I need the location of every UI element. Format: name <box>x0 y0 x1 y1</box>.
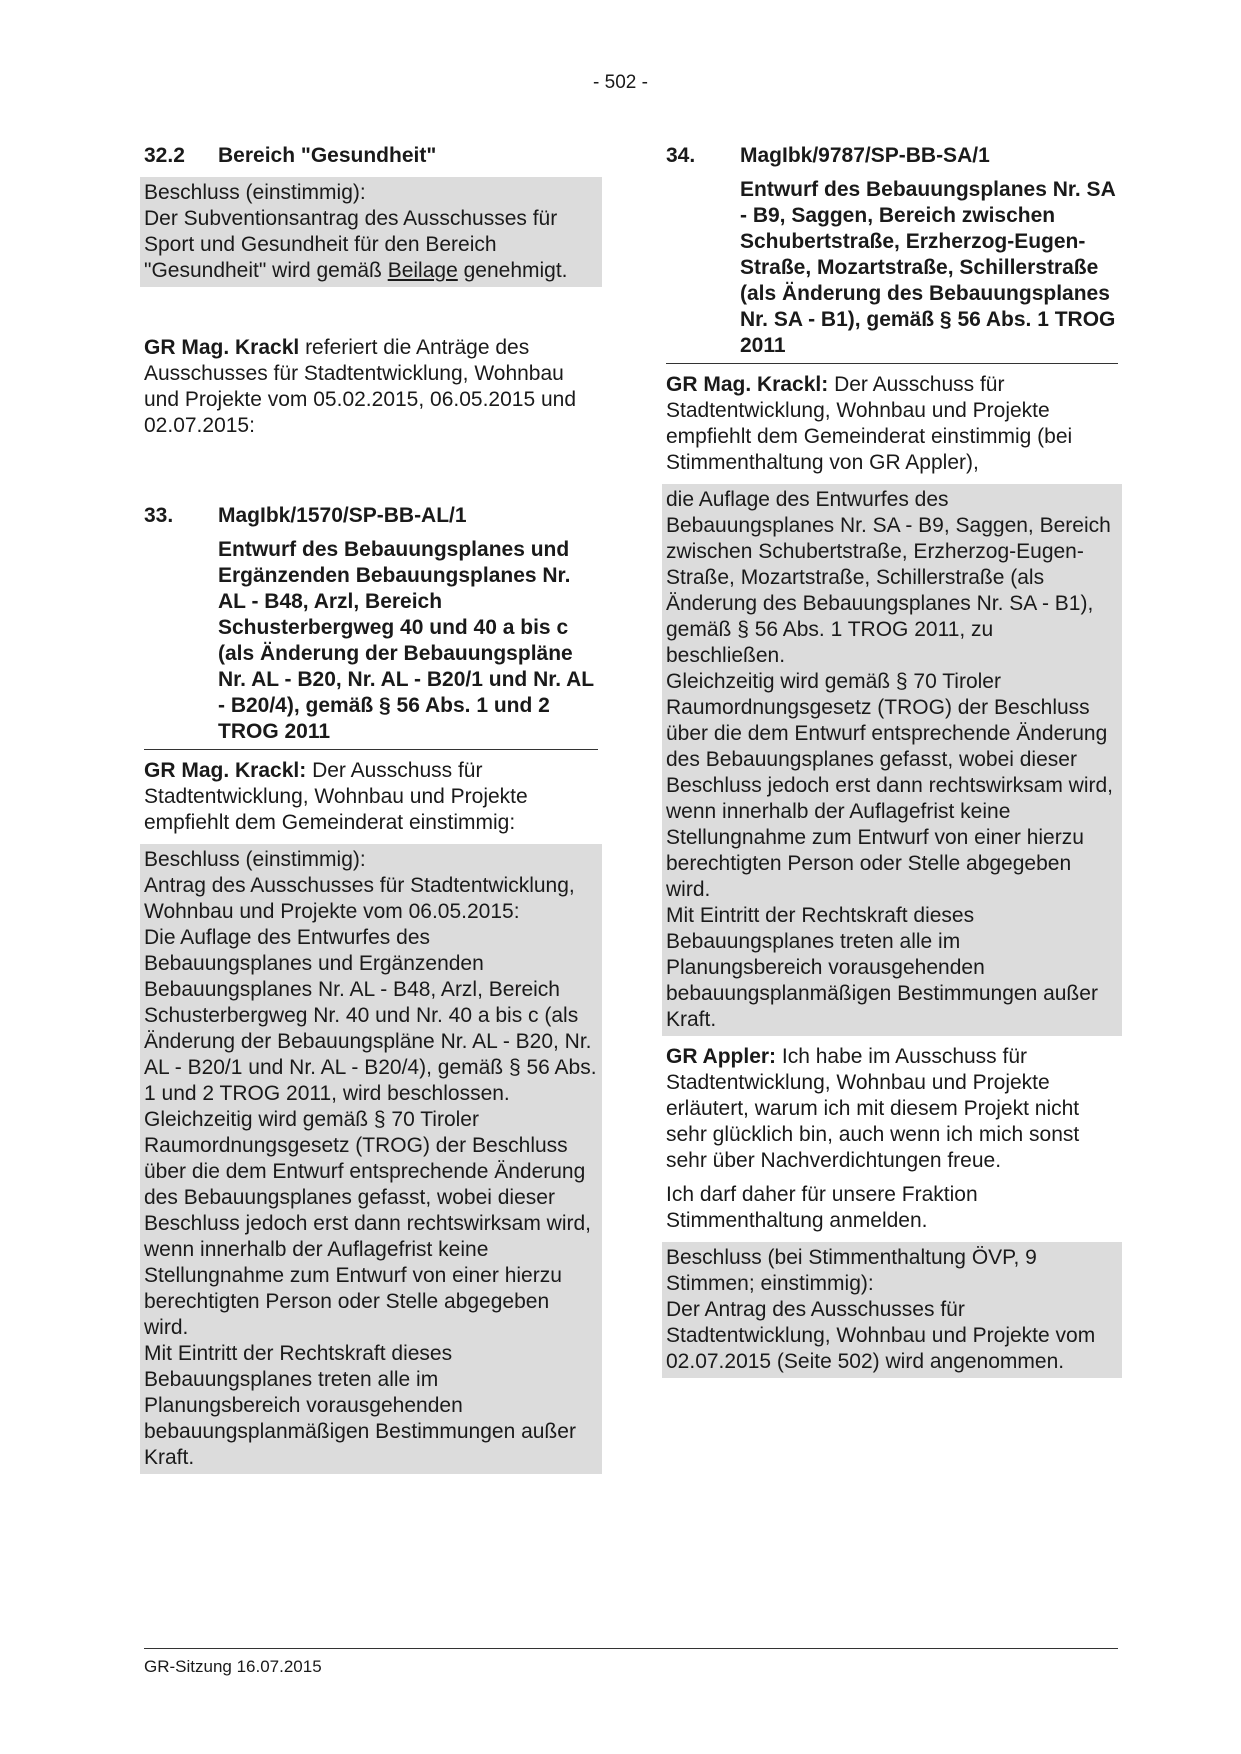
section-32-2-heading <box>144 143 598 169</box>
section-33-subtitle: Entwurf des Bebauungsplanes und Ergänzenden Bebauungsplanes Nr. AL - B48, Arzl, Bereich Schusterbergweg 40 und 40 a bis c (als Änderung der Bebauungspläne Nr. AL - B20, Nr. AL - B20/1 und Nr. AL - B20/4), gemäß § 56 Abs. 1 und 2 TROG 2011 <box>218 538 594 743</box>
antrag-text: Antrag des Ausschusses für Stadtentwicklung, Wohnbau und Projekte vom 06.05.2015: <box>144 874 575 923</box>
decision-label: Beschluss (einstimmig): <box>144 181 366 204</box>
section-34-heading <box>666 143 1118 169</box>
section-34-subtitle: Entwurf des Bebauungsplanes Nr. SA - B9, Saggen, Bereich zwischen Schubertstraße, Erzherzog-Eugen-Straße, Mozartstraße, Schillerstraße (als Änderung des Bebauungsplanes Nr. SA - B1), gemäß § 56 Abs. 1 TROG 2011 <box>740 178 1116 357</box>
footer-text: GR-Sitzung 16.07.2015 <box>144 1657 322 1676</box>
appler-statement-2: Ich darf daher für unsere Fraktion Stimmenthaltung anmelden. <box>666 1183 978 1232</box>
appler-statement: GR Appler: Ich habe im Ausschuss für Stadtentwicklung, Wohnbau und Projekte erläutert, warum ich mit diesem Projekt nicht sehr glücklich bin, auch wenn ich mich sonst sehr über Nachverdichtungen freue. <box>666 1045 1080 1172</box>
footer-divider <box>144 1648 1118 1649</box>
auflage-text: Die Auflage des Entwurfes des Bebauungsplanes und Ergänzenden Bebauungsplanes Nr. AL - B48, Arzl, Bereich Schusterbergweg Nr. 40 und Nr. 40 a bis c (als Änderung der Bebauungspläne Nr. AL - B20, Nr. AL - B20/1 und Nr. AL - B20/4), gemäß § 56 Abs. 1 und 2 TROG 2011, wird beschlossen. <box>144 926 597 1105</box>
section-number: 32.2 <box>144 144 185 167</box>
section-33-heading <box>144 503 598 529</box>
auflage-text: die Auflage des Entwurfes des Bebauungsplanes Nr. SA - B9, Saggen, Bereich zwischen Schubertstraße, Erzherzog-Eugen-Straße, Mozartstraße, Schillerstraße (als Änderung des Bebauungsplanes Nr. SA - B1), gemäß § 56 Abs. 1 TROG 2011, zu beschließen. <box>666 488 1111 667</box>
decision-block-33 <box>140 844 602 1474</box>
section-divider <box>666 363 1118 364</box>
section-title: Bereich "Gesundheit" <box>218 144 437 167</box>
right-column <box>666 143 1118 1378</box>
decision-block-32-2 <box>140 177 602 287</box>
decision-label: Beschluss (bei Stimmenthaltung ÖVP, 9 Stimmen; einstimmig): <box>666 1246 1037 1295</box>
krackl-33-statement: GR Mag. Krackl: Der Ausschuss für Stadtentwicklung, Wohnbau und Projekte empfiehlt dem Gemeinderat einstimmig: <box>144 759 528 834</box>
left-column <box>144 143 598 1474</box>
speaker-name: GR Mag. Krackl: <box>666 373 829 396</box>
section-title: MagIbk/9787/SP-BB-SA/1 <box>740 144 990 167</box>
decision-block-34 <box>662 484 1122 1036</box>
eintritt-text: Mit Eintritt der Rechtskraft dieses Bebauungsplanes treten alle im Planungsbereich vorausgehenden bebauungsplanmäßigen Bestimmungen außer Kraft. <box>666 904 1098 1031</box>
antrag-final-text: Der Antrag des Ausschusses für Stadtentwicklung, Wohnbau und Projekte vom 02.07.2015 (Seite 502) wird angenommen. <box>666 1298 1096 1373</box>
gleichzeitig-text: Gleichzeitig wird gemäß § 70 Tiroler Raumordnungsgesetz (TROG) der Beschluss über die dem Entwurf entsprechende Änderung des Bebauungsplanes gefasst, wobei dieser Beschluss jedoch erst dann rechtswirksam wird, wenn innerhalb der Auflagefrist keine Stellungnahme zum Entwurf von einer hierzu berechtigten Person oder Stelle abgegeben wird. <box>666 670 1114 901</box>
gleichzeitig-text: Gleichzeitig wird gemäß § 70 Tiroler Raumordnungsgesetz (TROG) der Beschluss über die dem Entwurf entsprechende Änderung des Bebauungsplanes gefasst, wobei dieser Beschluss jedoch erst dann rechtswirksam wird, wenn innerhalb der Auflagefrist keine Stellungnahme zum Entwurf von einer hierzu berechtigten Person oder Stelle abgegeben wird. <box>144 1108 592 1339</box>
subvention-text: Der Subventionsantrag des Ausschusses für Sport und Gesundheit für den Bereich "Gesundheit" wird gemäß Beilage genehmigt. <box>144 207 568 282</box>
page-number: - 502 - <box>593 72 648 93</box>
speaker-name: GR Appler: <box>666 1045 777 1068</box>
section-number: 34. <box>666 144 696 167</box>
decision-label: Beschluss (einstimmig): <box>144 848 366 871</box>
decision-block-34-final <box>662 1242 1122 1378</box>
section-title: MagIbk/1570/SP-BB-AL/1 <box>218 504 467 527</box>
eintritt-text: Mit Eintritt der Rechtskraft dieses Bebauungsplanes treten alle im Planungsbereich vorausgehenden bebauungsplanmäßigen Bestimmungen außer Kraft. <box>144 1342 576 1469</box>
speaker-name: GR Mag. Krackl <box>144 336 300 359</box>
krackl-intro: GR Mag. Krackl referiert die Anträge des Ausschusses für Stadtentwicklung, Wohnbau und Projekte vom 05.02.2015, 06.05.2015 und 02.07.2015: <box>144 336 576 437</box>
speaker-name: GR Mag. Krackl: <box>144 759 307 782</box>
section-divider <box>144 749 598 750</box>
section-number: 33. <box>144 504 174 527</box>
beilage-link[interactable]: Beilage <box>387 259 458 282</box>
krackl-34-statement: GR Mag. Krackl: Der Ausschuss für Stadtentwicklung, Wohnbau und Projekte empfiehlt dem Gemeinderat einstimmig (bei Stimmenthaltung von GR Appler), <box>666 373 1073 474</box>
